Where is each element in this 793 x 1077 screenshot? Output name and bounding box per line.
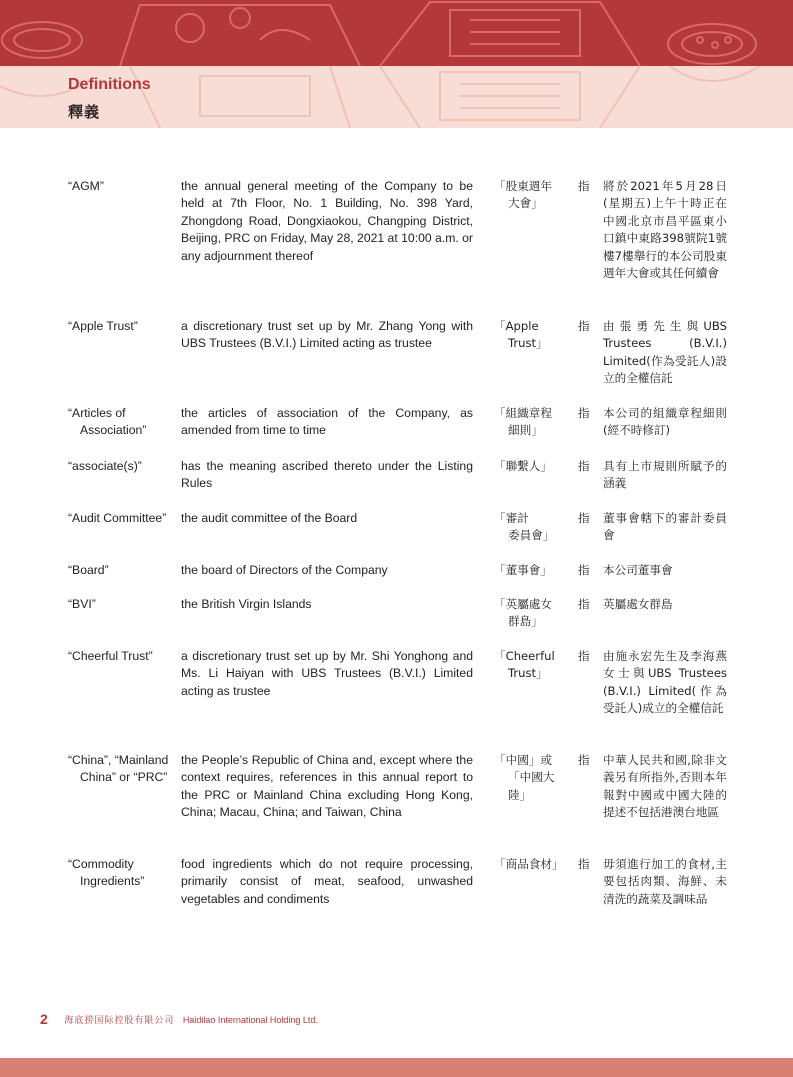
- term-zh: 「組織章程 細則」: [494, 406, 552, 438]
- term-zh: 「商品食材」: [494, 857, 564, 871]
- company-name-en: Haidilao International Holding Ltd.: [182, 1015, 318, 1025]
- term-en: “BVI”: [68, 597, 96, 611]
- term-zh: 「中國」或 「中國大陸」: [494, 753, 555, 802]
- definition-zh: 本公司董事會: [603, 563, 673, 577]
- page-number: 2: [40, 1011, 48, 1027]
- definition-zh: 由施永宏先生及李海燕女士與UBS Trustees (B.V.I.) Limited(作為受託人)成立的全權信託: [603, 649, 727, 716]
- definition-en: the annual general meeting of the Company to be held at 7th Floor, No. 1 Building, No. 398 Yard, Zhongdong Road, Dongxiaokou, Changping District, Beijing, PRC on Friday, May 28, 2021 at 10:00 a.m. or any adjournment thereof: [181, 179, 473, 263]
- hotpot-illustration: [0, 0, 793, 66]
- term-zh: 「股東週年 大會」: [494, 179, 552, 211]
- definition-zh: 將於2021年5月28日(星期五)上午十時正在中國北京市昌平區東小口鎮中東路398號院1號樓7樓舉行的本公司股東週年大會或其任何續會: [603, 179, 727, 281]
- definition-en: the British Virgin Islands: [181, 597, 312, 611]
- refers-to-marker: 指: [578, 511, 590, 525]
- definition-zh: 毋須進行加工的食材,主要包括肉類、海鮮、未清洗的蔬菜及調味品: [603, 857, 727, 906]
- company-name-zh: 海底捞国际控股有限公司: [64, 1016, 175, 1026]
- term-en: “Commodity Ingredients”: [68, 857, 145, 889]
- definition-zh: 董事會轄下的審計委員會: [603, 511, 727, 543]
- term-en: “associate(s)”: [68, 459, 142, 473]
- term-en: “China”, “Mainland China” or “PRC”: [68, 753, 169, 785]
- definition-zh: 中華人民共和國,除非文義另有所指外,否則本年報對中國或中國大陸的提述不包括港澳台地區: [603, 753, 727, 820]
- term-zh: 「董事會」: [494, 563, 552, 577]
- term-zh: 「審計 委員會」: [494, 511, 555, 543]
- refers-to-marker: 指: [578, 753, 590, 767]
- definition-zh: 英屬處女群島: [603, 597, 673, 611]
- refers-to-marker: 指: [578, 459, 590, 473]
- definition-en: a discretionary trust set up by Mr. Shi Yonghong and Ms. Li Haiyan with UBS Trustees (B.V.I.) Limited acting as trustee: [181, 649, 473, 698]
- term-en: “Board”: [68, 563, 109, 577]
- definition-en: the audit committee of the Board: [181, 511, 358, 525]
- definition-en: the People’s Republic of China and, except where the context requires, references in this annual report to the PRC or Mainland China excluding Hong Kong, China; Macau, China; and Taiwan, China: [181, 753, 473, 820]
- term-en: “Apple Trust”: [68, 319, 138, 333]
- refers-to-marker: 指: [578, 406, 590, 420]
- term-en: “Audit Committee”: [68, 511, 167, 525]
- page-footer: [40, 1011, 318, 1027]
- refers-to-marker: 指: [578, 563, 590, 577]
- definition-en: food ingredients which do not require processing, primarily consist of meat, seafood, unwashed vegetables and condiments: [181, 857, 473, 906]
- term-zh: 「Cheerful Trust」: [494, 649, 555, 681]
- definition-zh: 具有上市規則所賦予的涵義: [603, 459, 727, 491]
- footer-bar: [0, 1058, 793, 1077]
- definition-en: the articles of association of the Company, as amended from time to time: [181, 406, 473, 438]
- definition-zh: 本公司的組織章程細則(經不時修訂): [603, 406, 727, 438]
- refers-to-marker: 指: [578, 857, 590, 871]
- definition-en: a discretionary trust set up by Mr. Zhang Yong with UBS Trustees (B.V.I.) Limited acting as trustee: [181, 319, 473, 351]
- term-zh: 「Apple Trust」: [494, 319, 548, 351]
- page-title: Definitions: [68, 76, 151, 93]
- refers-to-marker: 指: [578, 319, 590, 333]
- refers-to-marker: 指: [578, 179, 590, 193]
- definition-zh: 由張勇先生與UBS Trustees (B.V.I.) Limited(作為受託人)設立的全權信託: [603, 319, 727, 386]
- term-en: “AGM”: [68, 179, 104, 193]
- page-title-zh: 釋義: [68, 103, 101, 121]
- term-en: “Articles of Association”: [68, 406, 147, 438]
- definition-en: the board of Directors of the Company: [181, 563, 388, 577]
- term-zh: 「英屬處女 群島」: [494, 597, 552, 629]
- term-zh: 「聯繫人」: [494, 459, 552, 473]
- refers-to-marker: 指: [578, 649, 590, 663]
- header-banner: [0, 0, 793, 66]
- refers-to-marker: 指: [578, 597, 590, 611]
- term-en: “Cheerful Trust”: [68, 649, 153, 663]
- definition-en: has the meaning ascribed thereto under the Listing Rules: [181, 459, 473, 491]
